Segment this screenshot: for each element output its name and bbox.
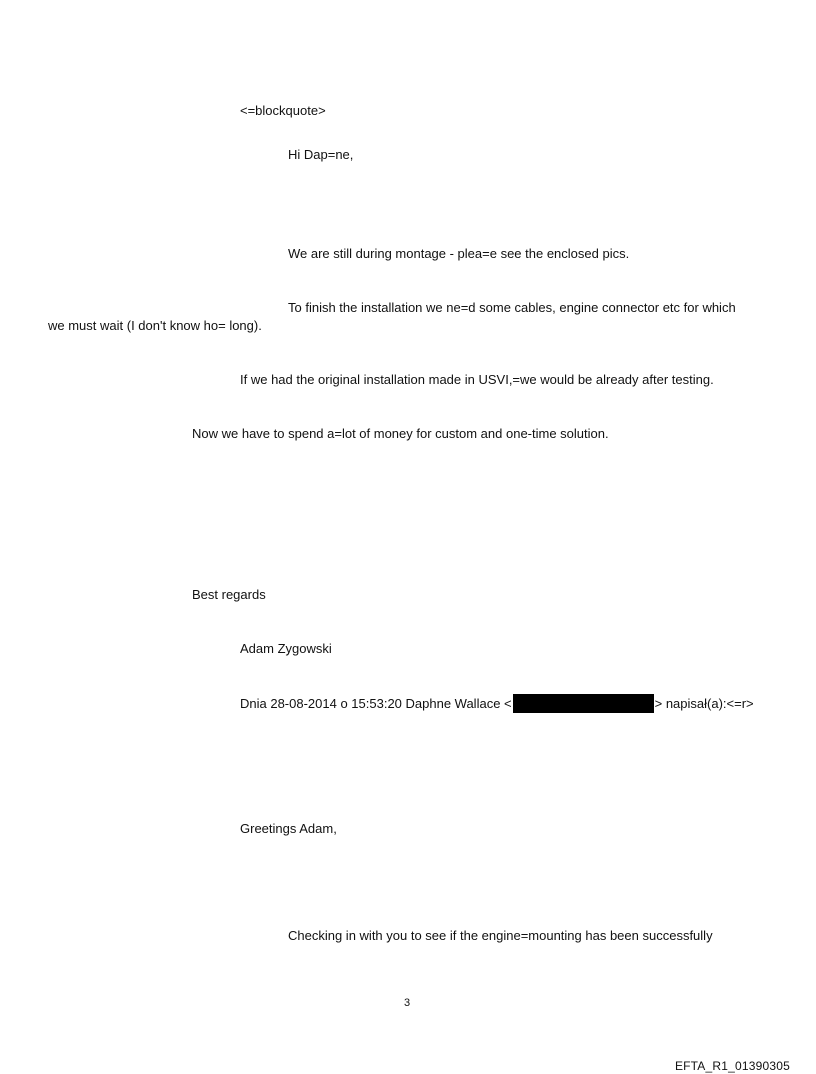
greetings-line: Greetings Adam,: [240, 821, 337, 836]
greeting-line: Hi Dap=ne,: [288, 147, 354, 162]
body-line-money: Now we have to spend a=lot of money for custom and one-time solution.: [192, 426, 609, 441]
sign-off-line: Best regards: [192, 587, 266, 602]
blockquote-tag-line: <=blockquote>: [240, 103, 326, 118]
body-line-engine: Checking in with you to see if the engine=mounting has been successfully: [288, 928, 713, 943]
body-line-montage: We are still during montage - plea=e see the enclosed pics.: [288, 246, 630, 261]
body-line-installation: To finish the installation we ne=d some cables, engine connector etc for which: [288, 300, 736, 315]
document-id: EFTA_R1_01390305: [674, 1059, 790, 1073]
body-line-wait: we must wait (I don't know ho= long).: [48, 318, 262, 333]
redaction-block: [513, 694, 654, 713]
sender-name-line: Adam Zygowski: [240, 641, 332, 656]
page-number: 3: [404, 997, 411, 1009]
reply-header-prefix: Dnia 28-08-2014 o 15:53:20 Daphne Wallace <: [240, 696, 512, 711]
reply-header-suffix: > napisał(a):<=r>: [654, 696, 754, 711]
body-line-usvi: If we had the original installation made in USVI,=we would be already after testing.: [240, 372, 714, 387]
reply-header-line: [240, 694, 754, 713]
